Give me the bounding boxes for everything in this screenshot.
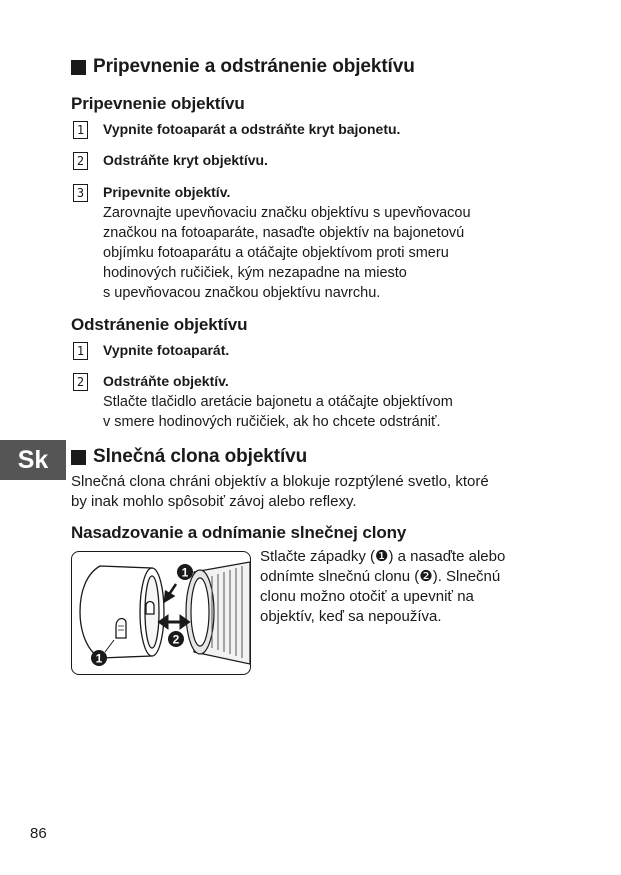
lens-body-icon: [186, 562, 250, 664]
latch-arrow-icon: [165, 584, 176, 601]
svg-text:1: 1: [95, 651, 103, 666]
step-body: Zarovnajte upevňovaciu značku objektívu s upevňovacou značkou na fotoaparáte, nasaďte objektív na bajonetovú objímku fotoaparátu a otáčajte objektívom proti smeru hodinových ručičiek, kým nezapadne na miesto s upevňovacou značkou objektívu navrchu.: [103, 205, 471, 301]
subheading-detach: Odstránenie objektívu: [71, 315, 248, 334]
callout-2: [168, 631, 184, 647]
step-title: Odstráňte objektív.: [103, 373, 229, 389]
step-number: 2: [73, 373, 88, 391]
step-title: Vypnite fotoaparát.: [103, 342, 230, 358]
step-number: 1: [73, 342, 88, 360]
section-bullet-square: [71, 450, 86, 465]
hood-intro: Slnečná clona chráni objektív a blokuje rozptýlené svetlo, ktoré by inak mohlo spôsobiť závoj alebo reflexy.: [71, 473, 489, 510]
lens-hood-illustration: [71, 551, 251, 675]
section-title-lens-attach: [71, 56, 415, 78]
step-title: Pripevnite objektív.: [103, 184, 231, 200]
step-number: 1: [73, 121, 88, 139]
step-title: Odstráňte kryt objektívu.: [103, 152, 268, 168]
section-title-text: Slnečná clona objektívu: [93, 446, 308, 467]
svg-text:2: 2: [172, 632, 180, 647]
hood-icon: [80, 566, 164, 658]
section-title-text: Pripevnenie a odstránenie objektívu: [93, 56, 415, 77]
section-bullet-square: [71, 60, 86, 75]
svg-text:1: 1: [181, 565, 189, 580]
section-title-lens-hood: [71, 446, 307, 468]
step-number: 2: [73, 152, 88, 170]
step-title: Vypnite fotoaparát a odstráňte kryt bajonetu.: [103, 121, 401, 137]
step-body: Stlačte tlačidlo aretácie bajonetu a otáčajte objektívom v smere hodinových ručičiek, ak ho chcete odstrániť.: [103, 394, 453, 430]
step-number: 3: [73, 184, 88, 202]
callout-1-top: [177, 564, 193, 580]
subheading-attach: Pripevnenie objektívu: [71, 94, 245, 113]
hood-instructions: Stlačte západky (❶) a nasaďte alebo odnímte slnečnú clonu (❷). Slnečnú clonu možno otočiť a upevniť na objektív, keď sa nepoužíva.: [260, 548, 506, 625]
subheading-hood: Nasadzovanie a odnímanie slnečnej clony: [71, 523, 407, 542]
page-number: 86: [30, 825, 47, 842]
language-tab: Sk: [0, 440, 66, 480]
lens-hood-drawing: [72, 552, 250, 674]
double-arrow-icon: [160, 617, 188, 627]
